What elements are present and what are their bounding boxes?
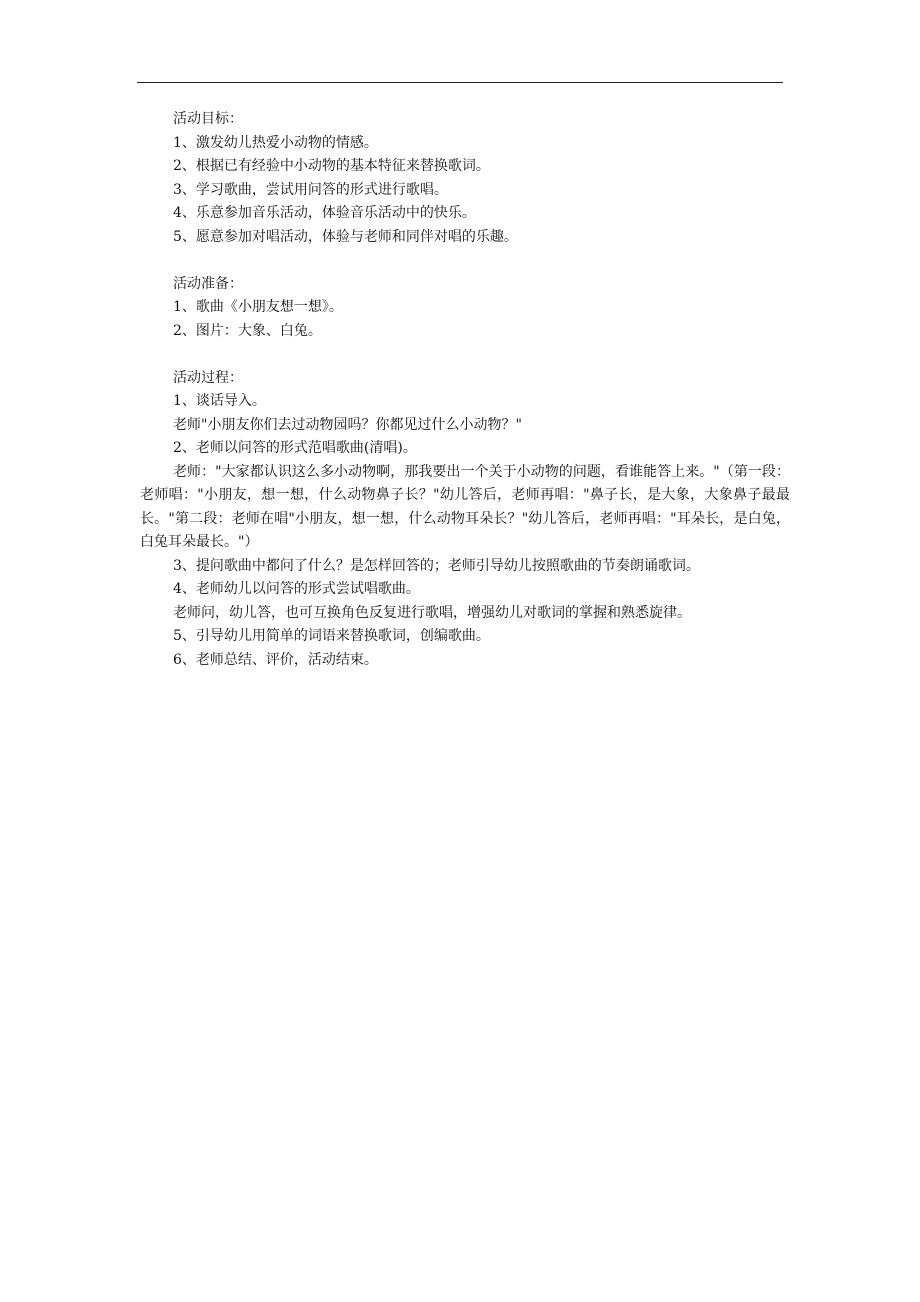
header-rule [137, 82, 783, 83]
section-spacer [140, 343, 790, 367]
process-step: 2、老师以问答的形式范唱歌曲(清唱)。 [173, 440, 417, 456]
section-heading-goals: 活动目标： [173, 111, 243, 127]
process-dialogue-paragraph: 老师："大家都认识这么多小动物啊，那我要出一个关于小动物的问题，看谁能答上来。"（第一段：老师唱："小朋友，想一想，什么动物鼻子长？"幼儿答后，老师再唱："鼻子长，是大象，大象鼻子最最长。"第二段：老师在唱"小朋友，想一想，什么动物耳朵长？"幼儿答后，老师再唱："耳朵长，是白兔，白兔耳朵最长。"） [140, 463, 790, 550]
goal-item: 5、愿意参加对唱活动，体验与老师和同伴对唱的乐趣。 [173, 228, 518, 245]
process-dialogue: 老师问，幼儿答，也可互换角色反复进行歌唱，增强幼儿对歌词的掌握和熟悉旋律。 [173, 604, 691, 621]
process-step: 1、谈话导入。 [173, 393, 266, 409]
goal-item: 3、学习歌曲，尝试用问答的形式进行歌唱。 [173, 181, 448, 198]
goal-item: 2、根据已有经验中小动物的基本特征来替换歌词。 [173, 158, 490, 174]
process-step: 4、老师幼儿以问答的形式尝试唱歌曲。 [173, 581, 420, 597]
preparation-item: 1、歌曲《小朋友想一想》。 [173, 299, 343, 315]
goal-item: 4、乐意参加音乐活动，体验音乐活动中的快乐。 [173, 205, 476, 221]
section-heading-process: 活动过程： [173, 369, 243, 386]
process-step: 3、提问歌曲中都问了什么？是怎样回答的；老师引导幼儿按照歌曲的节奏朗诵歌词。 [173, 557, 700, 574]
section-heading-preparation: 活动准备： [173, 275, 243, 292]
goal-item: 1、激发幼儿热爱小动物的情感。 [173, 134, 378, 151]
process-dialogue: 老师"小朋友你们去过动物园吗？你都见过什么小动物？" [173, 416, 522, 433]
section-spacer [140, 249, 790, 273]
preparation-item: 2、图片：大象、白兔。 [173, 322, 322, 339]
process-step: 5、引导幼儿用简单的词语来替换歌词，创编歌曲。 [173, 628, 490, 644]
process-step: 6、老师总结、评价，活动结束。 [173, 651, 378, 668]
document-body [140, 108, 790, 672]
